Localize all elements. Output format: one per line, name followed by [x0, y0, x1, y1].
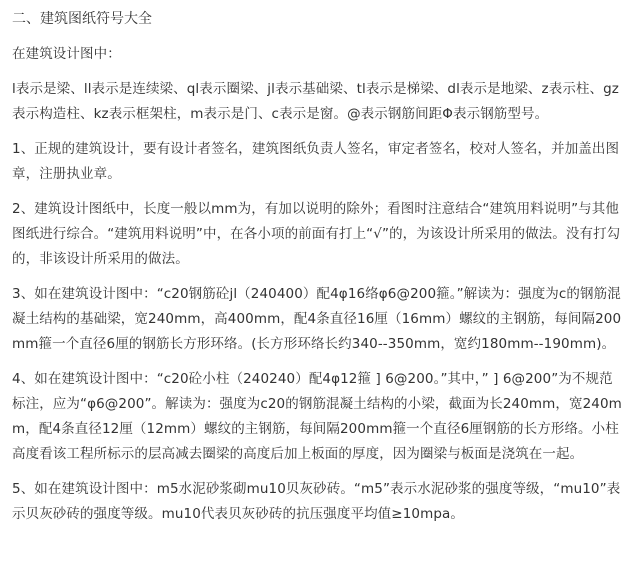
paragraph-item-4: 4、如在建筑设计图中：“c20砼小柱（240240）配4φ12箍 ] 6@200。”其中，” ] 6@200”为不规范标注，应为“φ6@200”。解读为：强度为c20的钢筋混凝土结构的小梁，截面为长240mm，宽240mm，配4条直径12厘（12mm）螺纹的主钢筋，每间隔200mm箍一个直径6厘钢筋的长方形络。小柱高度看该工程所标示的层高减去圈梁的高度后加上板面的厚度，因为圈梁与板面是浇筑在一起。	[12, 371, 622, 462]
paragraph-item-2: 2、建筑设计图纸中，长度一般以mm为，有加以说明的除外；看图时注意结合“建筑用料说明”与其他图纸进行综合。“建筑用料说明”中，在各小项的前面有打上“√”的，为该设计所采用的做法。没有打勾的，非该设计所采用的做法。	[12, 201, 621, 267]
section-heading: 二、建筑图纸符号大全	[12, 11, 152, 27]
paragraph-intro: 在建筑设计图中：	[12, 46, 121, 62]
paragraph-item-5: 5、如在建筑设计图中：m5水泥砂浆砌mu10贝灰砂砖。“m5”表示水泥砂浆的强度等级，“mu10”表示贝灰砂砖的强度等级。mu10代表贝灰砂砖的抗压强度平均值≥10mpa。	[12, 481, 621, 522]
paragraph-item-1: 1、正规的建筑设计，要有设计者签名，建筑图纸负责人签名，审定者签名，校对人签名，并加盖出图章，注册执业章。	[12, 141, 620, 182]
paragraph-symbols: l表示是梁、ll表示是连续梁、ql表示圈梁、jl表示基础梁、tl表示是梯梁、dl表示是地梁、z表示柱、gz表示构造柱、kz表示框架柱，m表示是门、c表示是窗。@表示钢筋间距Φ表示钢筋型号。	[12, 81, 619, 122]
paragraph-item-3: 3、如在建筑设计图中：“c20钢筋砼jl（240400）配4φ16络φ6@200箍。”解读为：强度为c的钢筋混凝土结构的基础梁，宽240mm，高400mm，配4条直径16厘（16mm）螺纹的主钢筋，每间隔200mm箍一个直径6厘的钢筋长方形环络。(长方形环络长约340--350mm，宽约180mm--190mm)。	[12, 286, 622, 352]
